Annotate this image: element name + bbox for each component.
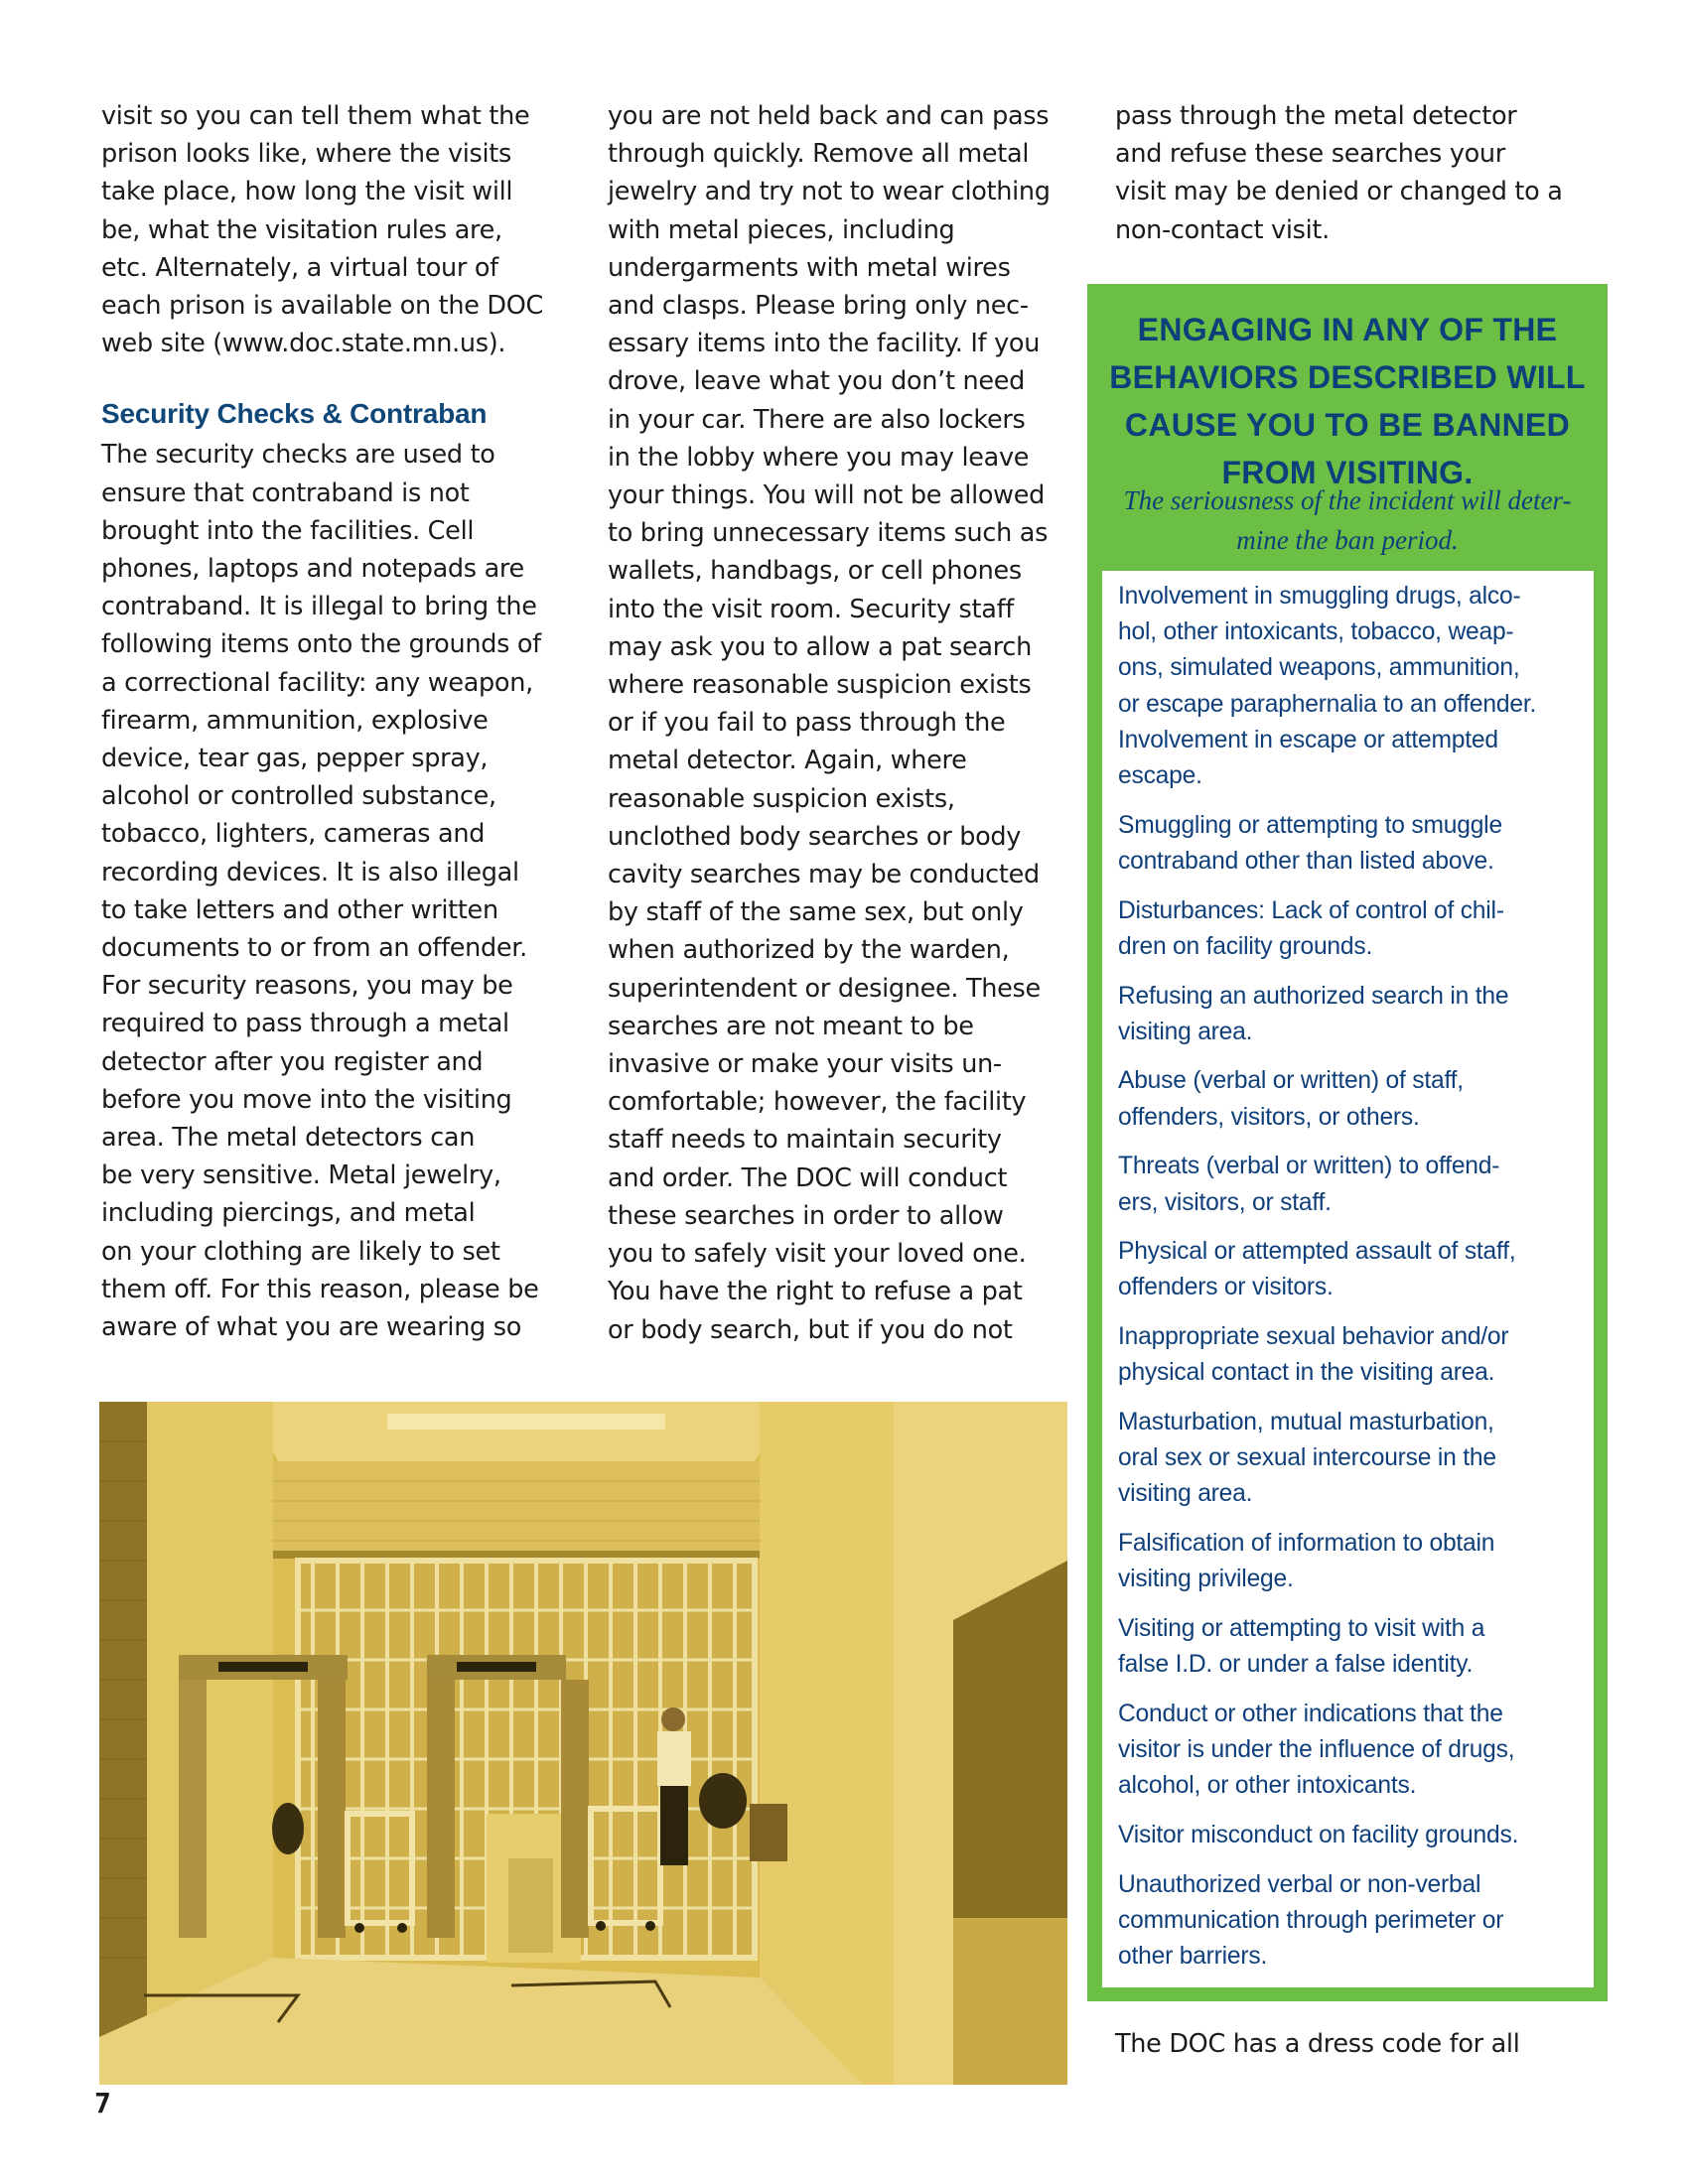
banned-behavior-line: escape. (1118, 762, 1202, 790)
text-line: them off. For this reason, please be (101, 1274, 539, 1304)
text-line: unclothed body searches or body (608, 821, 1022, 852)
banned-behavior-line: Involvement in smuggling drugs, alco- (1118, 583, 1521, 610)
banned-behavior-line: Abuse (verbal or written) of staff, (1118, 1067, 1464, 1095)
text-line: to bring unnecessary items such as (608, 518, 1049, 549)
banned-behavior-line: false I.D. or under a false identity. (1118, 1651, 1474, 1679)
banned-behavior-item (1118, 1697, 1584, 1805)
banned-behavior-item (1118, 1234, 1584, 1305)
banned-behavior-item (1118, 893, 1584, 965)
text-line: visit may be denied or changed to a (1115, 177, 1563, 207)
banned-behavior-line: visiting privilege. (1118, 1566, 1294, 1593)
banned-behavior-line: Disturbances: Lack of control of chil- (1118, 896, 1504, 924)
ban-behaviors-callout (1087, 284, 1608, 2001)
banned-behavior-line: communication through perimeter or (1118, 1907, 1504, 1934)
banned-behavior-line: offenders, visitors, or others. (1118, 1103, 1420, 1131)
text-line: you to safely visit your loved one. (608, 1239, 1027, 1270)
text-line: may ask you to allow a pat search (608, 631, 1032, 662)
text-line: etc. Alternately, a virtual tour of (101, 252, 498, 283)
text-line: drove, leave what you don’t need (608, 366, 1025, 397)
security-checkpoint-photo (99, 1402, 1067, 2085)
callout-title-line: ENGAGING IN ANY OF THE (1137, 312, 1558, 347)
banned-behavior-item (1118, 1526, 1584, 1597)
banned-behavior-line: visitor is under the influence of drugs, (1118, 1736, 1515, 1764)
banned-behavior-line: Visitor misconduct on facility grounds. (1118, 1822, 1519, 1849)
callout-title (1087, 306, 1608, 496)
text-line: be very sensitive. Metal jewelry, (101, 1160, 501, 1191)
banned-behavior-item (1118, 1319, 1584, 1391)
text-line: or body search, but if you do not (608, 1314, 1013, 1345)
banned-behavior-line: Unauthorized verbal or non-verbal (1118, 1870, 1481, 1898)
security-checks-paragraph (101, 436, 558, 1346)
banned-behavior-line: contraband other than listed above. (1118, 847, 1494, 875)
banned-behavior-line: oral sex or sexual intercourse in the (1118, 1444, 1496, 1472)
banned-behavior-line: hol, other intoxicants, tobacco, weap- (1118, 618, 1514, 646)
banned-behavior-item (1118, 1818, 1584, 1853)
banned-behavior-item (1118, 808, 1584, 880)
text-line: wallets, handbags, or cell phones (608, 556, 1022, 587)
text-line: including piercings, and metal (101, 1198, 476, 1229)
text-line: to take letters and other written (101, 894, 498, 925)
text-line: non-contact visit. (1115, 214, 1330, 245)
banned-behavior-line: physical contact in the visiting area. (1118, 1359, 1495, 1387)
banned-behavior-item (1118, 1063, 1584, 1135)
text-line: The security checks are used to (101, 440, 495, 471)
text-line: your things. You will not be allowed (608, 480, 1045, 511)
text-line: in the lobby where you may leave (608, 442, 1030, 473)
text-line: You have the right to refuse a pat (608, 1277, 1023, 1307)
text-line: pass through the metal detector (1115, 101, 1517, 131)
text-line: firearm, ammunition, explosive (101, 705, 489, 736)
text-line: or if you fail to pass through the (608, 708, 1006, 739)
banned-behavior-line: Physical or attempted assault of staff, (1118, 1238, 1516, 1266)
banned-behavior-line: other barriers. (1118, 1943, 1268, 1971)
banned-behavior-item (1118, 979, 1584, 1050)
callout-subtitle-line: mine the ban period. (1236, 525, 1459, 555)
text-line: device, tear gas, pepper spray, (101, 744, 489, 774)
text-line: through quickly. Remove all metal (608, 139, 1030, 170)
text-column-3 (1115, 97, 1602, 249)
text-line: invasive or make your visits un- (608, 1049, 1002, 1080)
text-line: these searches in order to allow (608, 1200, 1004, 1231)
text-line: detector after you register and (101, 1046, 484, 1077)
banned-behavior-line: Conduct or other indications that the (1118, 1700, 1503, 1727)
text-line: superintendent or designee. These (608, 973, 1041, 1004)
text-line: prison looks like, where the visits (101, 139, 511, 170)
banned-behaviors-list (1102, 571, 1594, 1987)
text-line: you are not held back and can pass (608, 101, 1050, 131)
text-line: required to pass through a metal (101, 1009, 509, 1039)
banned-behavior-item (1118, 579, 1584, 794)
text-line: reasonable suspicion exists, (608, 783, 955, 814)
banned-behavior-item (1118, 1611, 1584, 1683)
text-line: and clasps. Please bring only nec- (608, 291, 1029, 322)
banned-behavior-line: Masturbation, mutual masturbation, (1118, 1409, 1494, 1436)
text-line: into the visit room. Security staff (608, 594, 1014, 624)
text-line: area. The metal detectors can (101, 1123, 476, 1154)
text-line: following items onto the grounds of (101, 629, 541, 660)
text-line: ensure that contraband is not (101, 478, 470, 508)
text-line: aware of what you are wearing so (101, 1312, 522, 1343)
callout-title-line: FROM VISITING. (1221, 455, 1474, 490)
text-line: and order. The DOC will conduct (608, 1162, 1008, 1193)
text-line: tobacco, lighters, cameras and (101, 819, 486, 850)
banned-behavior-line: alcohol, or other intoxicants. (1118, 1772, 1417, 1800)
banned-behavior-line: Inappropriate sexual behavior and/or (1118, 1323, 1509, 1351)
text-line: searches are not meant to be (608, 1011, 974, 1041)
callout-subtitle (1087, 480, 1608, 560)
text-line: web site (www.doc.state.mn.us). (101, 329, 506, 359)
text-line: brought into the facilities. Cell (101, 515, 475, 546)
banned-behavior-line: Visiting or attempting to visit with a (1118, 1615, 1485, 1643)
text-line: cavity searches may be conducted (608, 860, 1040, 890)
text-line: staff needs to maintain security (608, 1125, 1002, 1156)
text-line: before you move into the visiting (101, 1084, 512, 1115)
banned-behavior-line: ons, simulated weapons, ammunition, (1118, 654, 1520, 682)
banned-behavior-line: Threats (verbal or written) to offend- (1118, 1153, 1500, 1180)
banned-behavior-line: Involvement in escape or attempted (1118, 726, 1498, 753)
photo-illustration (99, 1402, 1067, 2085)
banned-behavior-item (1118, 1867, 1584, 1976)
banned-behavior-line: Refusing an authorized search in the (1118, 982, 1509, 1010)
text-line: each prison is available on the DOC (101, 291, 544, 322)
dress-code-paragraph-start: The DOC has a dress code for all (1115, 2029, 1520, 2059)
text-line: when authorized by the warden, (608, 935, 1010, 966)
page-number: 7 (94, 2087, 111, 2119)
intro-paragraph (101, 97, 558, 362)
section-heading-security-checks: Security Checks & Contraban (101, 398, 488, 430)
text-line: comfortable; however, the facility (608, 1087, 1027, 1118)
banned-behavior-line: or escape paraphernalia to an offender. (1118, 690, 1537, 718)
banned-behavior-line: visiting area. (1118, 1480, 1253, 1508)
callout-title-line: CAUSE YOU TO BE BANNED (1124, 407, 1571, 443)
text-line: contraband. It is illegal to bring the (101, 592, 537, 622)
banned-behavior-item (1118, 1149, 1584, 1220)
banned-behavior-item (1118, 1405, 1584, 1513)
callout-subtitle-line: The seriousness of the incident will deter- (1123, 485, 1572, 515)
text-line: with metal pieces, including (608, 214, 955, 245)
text-line: by staff of the same sex, but only (608, 897, 1024, 928)
text-column-1 (101, 97, 558, 1346)
text-line: in your car. There are also lockers (608, 404, 1026, 435)
text-line: where reasonable suspicion exists (608, 670, 1032, 701)
text-line: jewelry and try not to wear clothing (608, 177, 1051, 207)
text-line: visit so you can tell them what the (101, 101, 530, 131)
banned-behavior-line: dren on facility grounds. (1118, 932, 1373, 960)
text-line: phones, laptops and notepads are (101, 554, 524, 585)
banned-behavior-line: ers, visitors, or staff. (1118, 1188, 1332, 1216)
text-line: on your clothing are likely to set (101, 1236, 500, 1267)
banned-behavior-line: Smuggling or attempting to smuggle (1118, 811, 1502, 839)
banned-behavior-line: offenders or visitors. (1118, 1274, 1334, 1301)
text-line: take place, how long the visit will (101, 177, 513, 207)
text-line: alcohol or controlled substance, (101, 781, 496, 812)
text-line: be, what the visitation rules are, (101, 214, 502, 245)
text-line: and refuse these searches your (1115, 139, 1505, 170)
text-line: a correctional facility: any weapon, (101, 667, 533, 698)
text-line: For security reasons, you may be (101, 971, 513, 1002)
text-column-2 (608, 97, 1074, 1349)
callout-title-line: BEHAVIORS DESCRIBED WILL (1109, 359, 1586, 395)
text-line: essary items into the facility. If you (608, 329, 1041, 359)
text-line: undergarments with metal wires (608, 252, 1011, 283)
text-line: metal detector. Again, where (608, 746, 967, 776)
text-line: documents to or from an offender. (101, 933, 527, 964)
text-line: recording devices. It is also illegal (101, 857, 519, 887)
banned-behavior-line: visiting area. (1118, 1018, 1253, 1045)
banned-behavior-line: Falsification of information to obtain (1118, 1530, 1495, 1558)
